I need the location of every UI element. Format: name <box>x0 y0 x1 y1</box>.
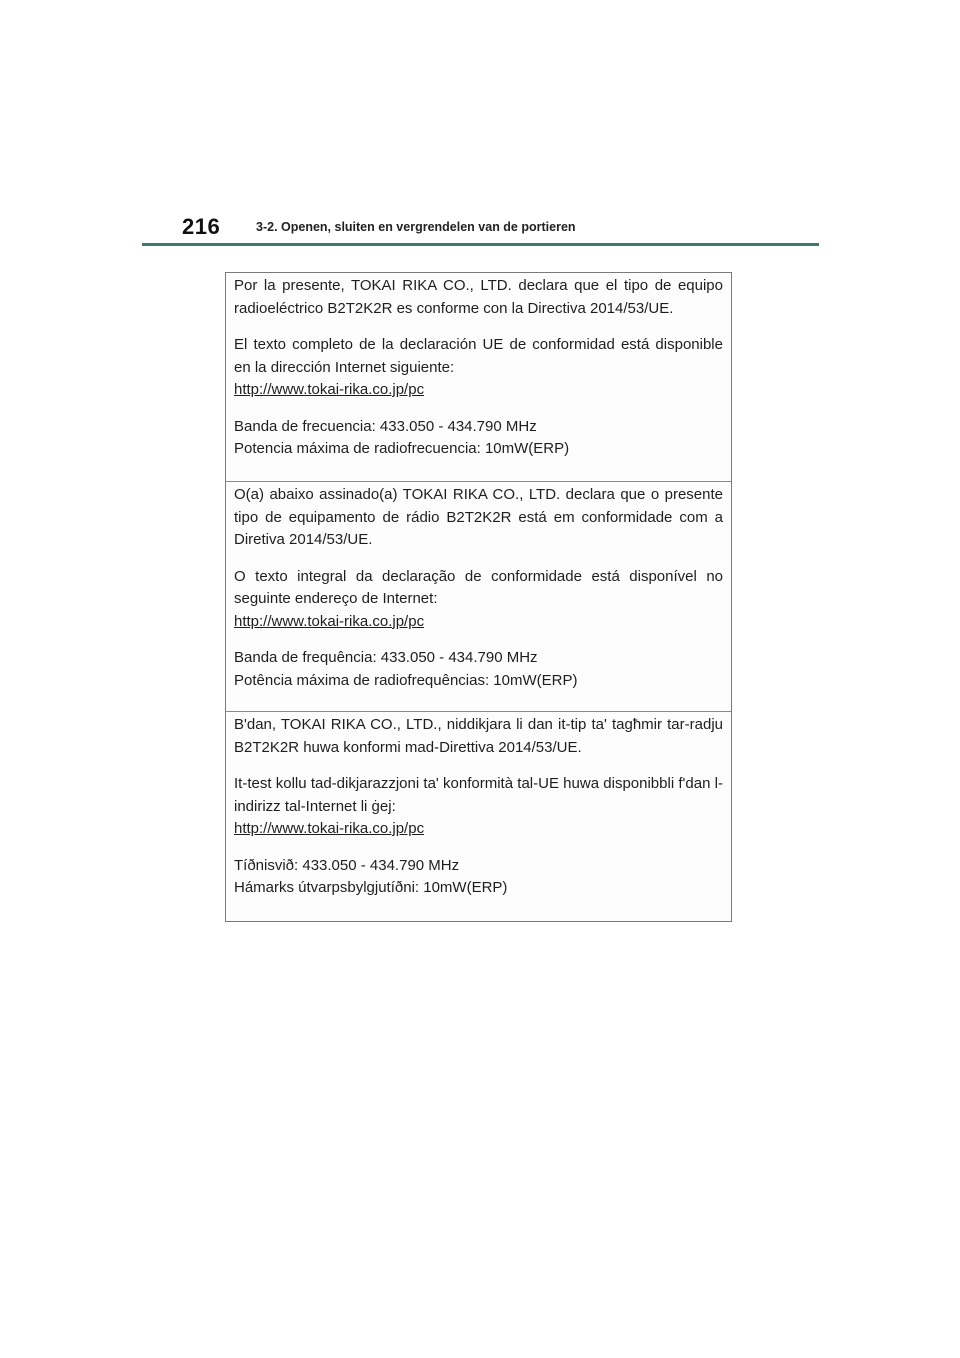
frequency-band: Banda de frecuencia: 433.050 - 434.790 MHz <box>234 417 537 435</box>
declaration-statement: O(a) abaixo assinado(a) TOKAI RIKA CO., LTD. declara que o presente tipo de equipamento de rádio B2T2K2R está em conformidade com a Diretiva 2014/53/UE. <box>234 486 723 548</box>
full-text-intro: O texto integral da declaração de conformidade está disponível no seguinte endereço de Internet: <box>234 567 723 607</box>
declaration-spanish <box>226 273 731 481</box>
max-power: Potencia máxima de radiofrecuencia: 10mW(ERP) <box>234 440 570 457</box>
frequency-band: Tíðnisvið: 433.050 - 434.790 MHz <box>234 856 460 874</box>
declaration-statement: Por la presente, TOKAI RIKA CO., LTD. declara que el tipo de equipo radioeléctrico B2T2K2R es conforme con la Directiva 2014/53/UE. <box>234 277 723 317</box>
paragraph-gap <box>234 759 723 773</box>
declaration-url-link[interactable]: http://www.tokai-rika.co.jp/pc <box>234 820 425 837</box>
declaration-url-link[interactable]: http://www.tokai-rika.co.jp/pc <box>234 612 425 630</box>
paragraph-gap <box>234 552 723 566</box>
declaration-statement: B'dan, TOKAI RIKA CO., LTD., niddikjara li dan it-tip ta' tagħmir tar-radju B2T2K2R huwa konformi mad-Direttiva 2014/53/UE. <box>234 716 723 756</box>
full-text-intro: It-test kollu tad-dikjarazzjoni ta' konformità tal-UE huwa disponibbli f'dan l-indirizz tal-Internet li ġej: <box>234 775 723 815</box>
paragraph-gap <box>234 633 723 647</box>
max-power: Hámarks útvarpsbylgjutíðni: 10mW(ERP) <box>234 879 508 896</box>
paragraph-gap <box>234 320 723 334</box>
frequency-band: Banda de frequência: 433.050 - 434.790 MHz <box>234 649 538 666</box>
section-title: 3-2. Openen, sluiten en vergrendelen van de portieren <box>256 220 576 234</box>
max-power: Potência máxima de radiofrequências: 10mW(ERP) <box>234 671 578 689</box>
header-rule <box>142 243 819 246</box>
paragraph-gap <box>234 841 723 855</box>
declaration-portuguese <box>226 481 731 711</box>
page-number: 216 <box>182 214 221 239</box>
declaration-maltese-icelandic <box>226 711 731 923</box>
full-text-intro: El texto completo de la declaración UE de conformidad está disponible en la dirección Internet siguiente: <box>234 336 723 376</box>
declarations-box <box>225 272 732 922</box>
paragraph-gap <box>234 402 723 416</box>
declaration-url-link[interactable]: http://www.tokai-rika.co.jp/pc <box>234 381 425 398</box>
